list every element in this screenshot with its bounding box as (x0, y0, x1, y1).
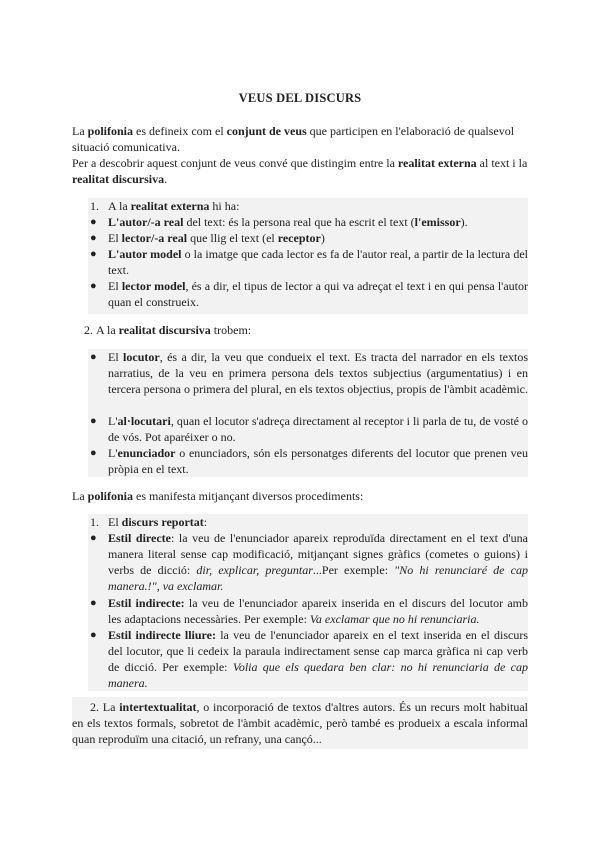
list-item-estil-indirecte: Estil indirecte: la veu de l'enunciador apareix inserida en el discurs del locutor amb les adaptacions necessàries. Per exemple: Va exclamar que no hi renunciaria. (108, 596, 528, 626)
bullet-icon: ● (90, 629, 97, 641)
page-title: VEUS DEL DISCURS (238, 91, 362, 105)
section-3-heading: El discurs reportat: (108, 515, 208, 529)
intertextualitat-paragraph: 2. La intertextualitat, o incorporació de textos d'altres autors. És un recurs molt habitual en els textos formals, sobretot de l'àmbit acadèmic, però també es produeix a escala informal quan reproduïm una citació, un refrany, una cançó... (72, 700, 528, 746)
bullet-icon: ● (90, 351, 97, 363)
bullet-icon: ● (90, 597, 97, 609)
bullet-icon: ● (90, 415, 97, 427)
list-item-estil-indirecte-lliure: Estil indirecte lliure: la veu de l'enunciador apareix en el text inserida en el discurs del locutor, que li cedeix la paraula indirectament sense cap marca gràfica ni cap verb de dicció. Per exemple: Volia que els quedara ben clar: no hi renunciaria de cap manera. (108, 628, 529, 690)
list-item-locutor: El locutor, és a dir, la veu que condueix el text. Es tracta del narrador en els textos narratius, de la veu en primera persona dels textos subjectius (argumentatius) i en tercera persona o primera del plural, en els textos objectius, propis de l'àmbit acadèmic. (108, 350, 529, 396)
section-4-number: 2. (90, 700, 99, 714)
polifonia-paragraph: La polifonia es manifesta mitjançant diversos procediments: (72, 489, 364, 503)
list-item-lector-model: El lector model, és a dir, el tipus de lector a qui va adreçat el text i en qui pensa l'autor quan el construeix. (108, 279, 529, 309)
section-2-number: 2. (84, 323, 93, 337)
section-3-number: 1. (90, 515, 99, 529)
intro-paragraph-2: Per a descobrir aquest conjunt de veus convé que distingim entre la realitat externa al text i la realitat discursiva. (72, 156, 528, 186)
list-item-estil-directe: Estil directe: la veu de l'enunciador apareix reproduïda directament en el text d'una manera literal sense cap modificació, mitjançant signes gràfics (cometes o guions) i verbs de dicció: dir, explicar, preguntar...Per exemple: "No hi renunciaré de cap manera.!", va exclamar. (108, 531, 529, 593)
list-item-enunciador: L'enunciador o enunciadors, són els personatges diferents del locutor que prenen veu pròpia en el text. (108, 446, 528, 476)
bullet-icon: ● (90, 280, 97, 292)
bullet-icon: ● (90, 532, 97, 544)
list-item-lector-real: El lector/-a real que llig el text (el receptor) (108, 231, 325, 245)
bullet-icon: ● (90, 248, 97, 260)
bullet-icon: ● (90, 447, 97, 459)
intro-paragraph-1: La polifonia es defineix com el conjunt de veus que participen en l'elaboració de qualsevol situació comunicativa. (72, 124, 515, 154)
list-item-allocutari: L'al·locutari, quan el locutor s'adreça directament al receptor i li parla de tu, de vosté o de vós. Pot aparéixer o no. (108, 414, 528, 444)
bullet-icon: ● (90, 232, 97, 244)
list-item-autor-real: L'autor/-a real del text: és la persona real que ha escrit el text (l'emissor). (108, 215, 468, 229)
list-item-autor-model: L'autor model o la imatge que cada lector es fa de l'autor real, a partir de la lectura del text. (108, 247, 528, 277)
section-1-heading: A la realitat externa hi ha: (108, 199, 240, 213)
section-2-heading: A la realitat discursiva trobem: (96, 323, 252, 337)
bullet-icon: ● (90, 216, 97, 228)
section-1-number: 1. (90, 199, 99, 213)
